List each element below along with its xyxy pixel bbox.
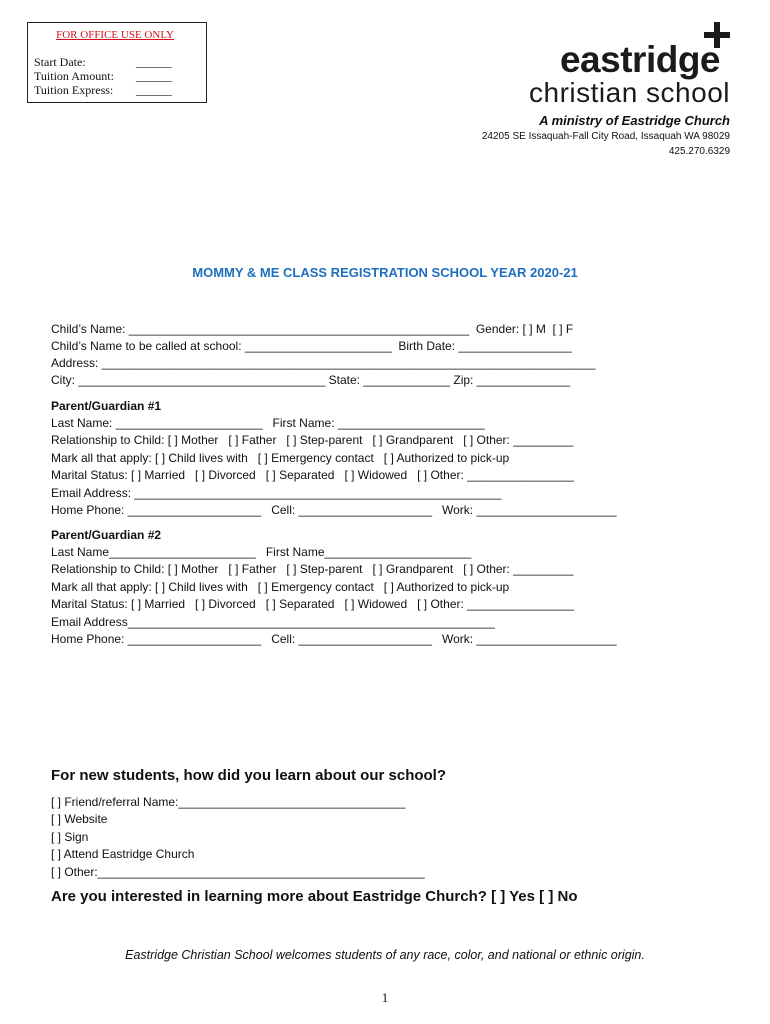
office-row-label: Tuition Express: xyxy=(34,83,114,97)
logo-word-eastridge: eastridge xyxy=(559,39,720,80)
office-row-tuition-express xyxy=(34,83,172,98)
guardian2-marital-field[interactable]: Marital Status: [ ] Married [ ] Divorced [ ] Separated [ ] Widowed [ ] Other: ________________ xyxy=(51,597,574,611)
child-called-name-field[interactable]: Child’s Name to be called at school: ______________________ Birth Date: _________________ xyxy=(51,339,572,353)
guardian1-heading: Parent/Guardian #1 xyxy=(51,399,162,413)
guardian2-name-field[interactable]: Last Name______________________ First Name______________________ xyxy=(51,545,472,559)
office-row-tuition-amount xyxy=(34,69,172,84)
church-interest-question[interactable]: Are you interested in learning more about Eastridge Church? [ ] Yes [ ] No xyxy=(51,888,578,905)
office-row-value[interactable]: ______ xyxy=(136,83,172,97)
learn-option-church[interactable]: [ ] Attend Eastridge Church xyxy=(51,847,195,861)
guardian2-heading: Parent/Guardian #2 xyxy=(51,528,162,542)
learn-option-friend[interactable]: [ ] Friend/referral Name:__________________________________ xyxy=(51,795,406,809)
guardian1-phone-field[interactable]: Home Phone: ____________________ Cell: ____________________ Work: _____________________ xyxy=(51,503,617,517)
guardian2-phone-field[interactable]: Home Phone: ____________________ Cell: ____________________ Work: _____________________ xyxy=(51,632,617,646)
logo-word-christian-school: christian school xyxy=(529,77,730,108)
guardian1-marital-field[interactable]: Marital Status: [ ] Married [ ] Divorced [ ] Separated [ ] Widowed [ ] Other: ________________ xyxy=(51,468,574,482)
office-row-value[interactable]: ______ xyxy=(136,69,172,83)
learn-question: For new students, how did you learn about our school? xyxy=(51,767,447,784)
office-row-label: Tuition Amount: xyxy=(34,69,114,83)
page-number: 1 xyxy=(381,990,389,1005)
guardian1-mark-all-field[interactable]: Mark all that apply: [ ] Child lives with [ ] Emergency contact [ ] Authorized to pick-up xyxy=(51,451,510,465)
office-row-start-date xyxy=(34,55,172,70)
learn-option-sign[interactable]: [ ] Sign xyxy=(51,830,89,844)
guardian2-email-field[interactable]: Email Address_______________________________________________________ xyxy=(51,615,495,629)
learn-option-other[interactable]: [ ] Other:_________________________________________________ xyxy=(51,865,425,879)
guardian2-mark-all-field[interactable]: Mark all that apply: [ ] Child lives with [ ] Emergency contact [ ] Authorized to pick-up xyxy=(51,580,510,594)
school-logo xyxy=(490,22,730,108)
nondiscrimination-statement: Eastridge Christian School welcomes students of any race, color, and national or ethnic origin. xyxy=(125,948,645,962)
guardian2-relationship-field[interactable]: Relationship to Child: [ ] Mother [ ] Father [ ] Step-parent [ ] Grandparent [ ] Other: _________ xyxy=(51,562,574,576)
address-field[interactable]: Address: __________________________________________________________________________ xyxy=(51,356,596,370)
office-row-value[interactable]: ______ xyxy=(136,55,172,69)
city-state-zip-field[interactable]: City: _____________________________________ State: _____________ Zip: ______________ xyxy=(51,373,571,387)
child-name-field[interactable]: Child’s Name: ___________________________________________________ Gender: [ ] M [ ] F xyxy=(51,322,574,336)
form-title: MOMMY & ME CLASS REGISTRATION SCHOOL YEAR 2020-21 xyxy=(192,265,578,280)
office-row-label: Start Date: xyxy=(34,55,86,69)
school-phone: 425.270.6329 xyxy=(668,146,730,157)
guardian1-email-field[interactable]: Email Address: _______________________________________________________ xyxy=(51,486,502,500)
ministry-line: A ministry of Eastridge Church xyxy=(539,113,730,128)
office-use-title: FOR OFFICE USE ONLY xyxy=(56,29,174,41)
guardian1-relationship-field[interactable]: Relationship to Child: [ ] Mother [ ] Father [ ] Step-parent [ ] Grandparent [ ] Other: _________ xyxy=(51,433,574,447)
school-address: 24205 SE Issaquah-Fall City Road, Issaquah WA 98029 xyxy=(481,131,730,142)
office-use-box xyxy=(27,22,207,103)
guardian1-name-field[interactable]: Last Name: ______________________ First Name: ______________________ xyxy=(51,416,485,430)
learn-option-website[interactable]: [ ] Website xyxy=(51,812,108,826)
